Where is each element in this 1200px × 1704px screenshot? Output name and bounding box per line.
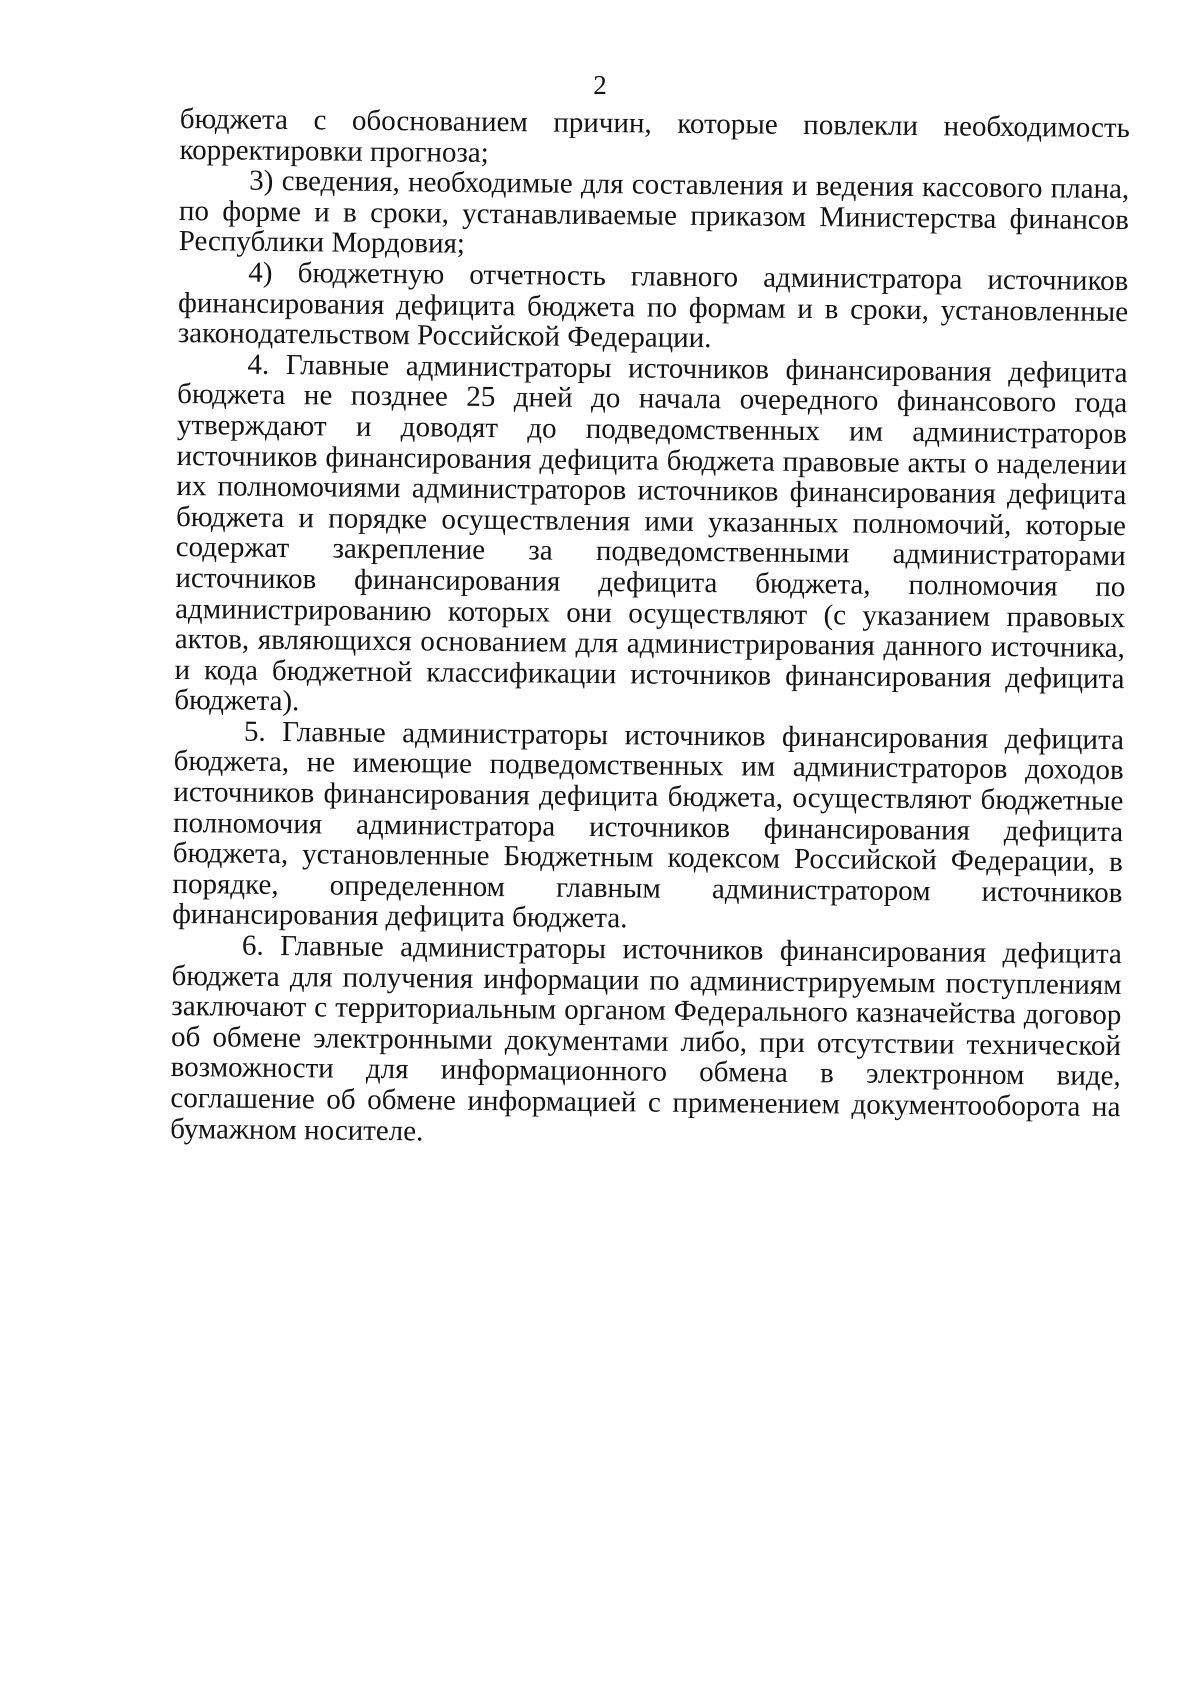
- paragraph-item-4: 4) бюджетную отчетность главного администратора источников финансирования дефицита бюджета по формам и в сроки, установленные законодательством Российской Федерации.: [177, 256, 1129, 355]
- paragraph-section-4: 4. Главные администраторы источников финансирования дефицита бюджета не позднее 25 дней до начала очередного финансового года утверждают и доводят до подведомственных им администраторов источников финансирования дефицита бюджета правовые акты о наделении их полномочиями администраторов источников финансирования дефицита бюджета и порядке осуществления ими указанных полномочий, которые содержат закрепление за подведомственными администраторами источников финансирования дефицита бюджета, полномочия по администрированию которых они осуществляют (с указанием правовых актов, являющихся основанием для администрирования данного источника, и кода бюджетной классификации источников финансирования дефицита бюджета).: [174, 348, 1128, 718]
- paragraph-item-3: 3) сведения, необходимые для составления и ведения кассового плана, по форме и в сроки, устанавливаемые приказом Министерства финансов Республики Мордовия;: [178, 164, 1130, 261]
- page-number: 2: [593, 70, 607, 100]
- document-body: [170, 104, 1130, 1153]
- paragraph-section-6: 6. Главные администраторы источников финансирования дефицита бюджета для получения информации по администрируемым поступлениям заключают с территориальным органом Федерального казначейства договор об обмене электронными документами либо, при отсутствии технической возможности для информационного обмена в электронном виде, соглашение об обмене информацией с применением документооборота на бумажном носителе.: [170, 929, 1123, 1147]
- paragraph-section-5: 5. Главные администраторы источников финансирования дефицита бюджета, не имеющие подведомственных им администраторов доходов источников финансирования дефицита бюджета, осуществляют бюджетные полномочия администратора источников финансирования дефицита бюджета, установленные Бюджетным кодексом Российской Федерации, в порядке, определенном главным администратором источников финансирования дефицита бюджета.: [172, 715, 1125, 935]
- paragraph-continuation: бюджета с обоснованием причин, которые повлекли необходимость корректировки прогноза;: [179, 103, 1130, 169]
